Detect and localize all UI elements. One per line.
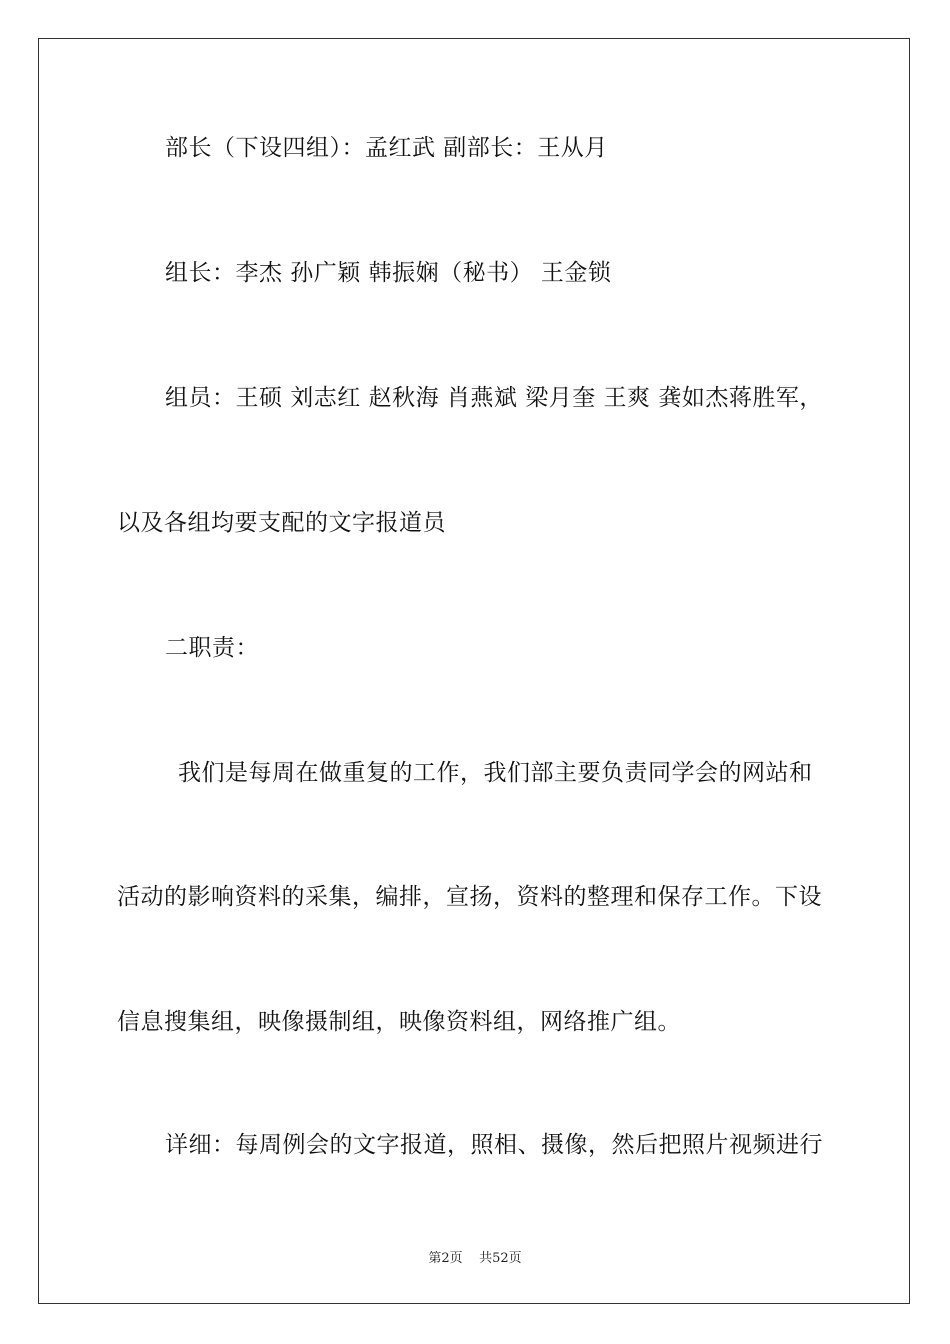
page-footer (0, 1247, 950, 1266)
paragraph-line-duties-2: 活动的影响资料的采集，编排，宣扬，资料的整理和保存工作。下设 (117, 884, 822, 910)
paragraph-line-reporters: 以及各组均要支配的文字报道员 (117, 510, 446, 536)
paragraph-line-department-head: 部长（下设四组）：孟红武 副部长：王从月 (165, 135, 608, 161)
paragraph-line-details: 详细：每周例会的文字报道，照相、摄像，然后把照片视频进行 (165, 1132, 823, 1158)
page-total: 共52页 (479, 1251, 522, 1266)
paragraph-line-duties-3: 信息搜集组，映像摄制组，映像资料组，网络推广组。 (117, 1009, 681, 1035)
paragraph-line-group-leaders: 组长：李杰 孙广颖 韩振娴（秘书） 王金锁 (165, 260, 612, 286)
paragraph-line-group-members: 组员：王硕 刘志红 赵秋海 肖燕斌 梁月奎 王爽 龚如杰蒋胜军， (165, 385, 823, 411)
paragraph-line-duties-1: 我们是每周在做重复的工作，我们部主要负责同学会的网站和 (178, 760, 813, 786)
page-number: 第2页 (428, 1251, 463, 1266)
page-border (38, 38, 910, 1304)
section-heading-duties: 二职责： (165, 635, 259, 661)
